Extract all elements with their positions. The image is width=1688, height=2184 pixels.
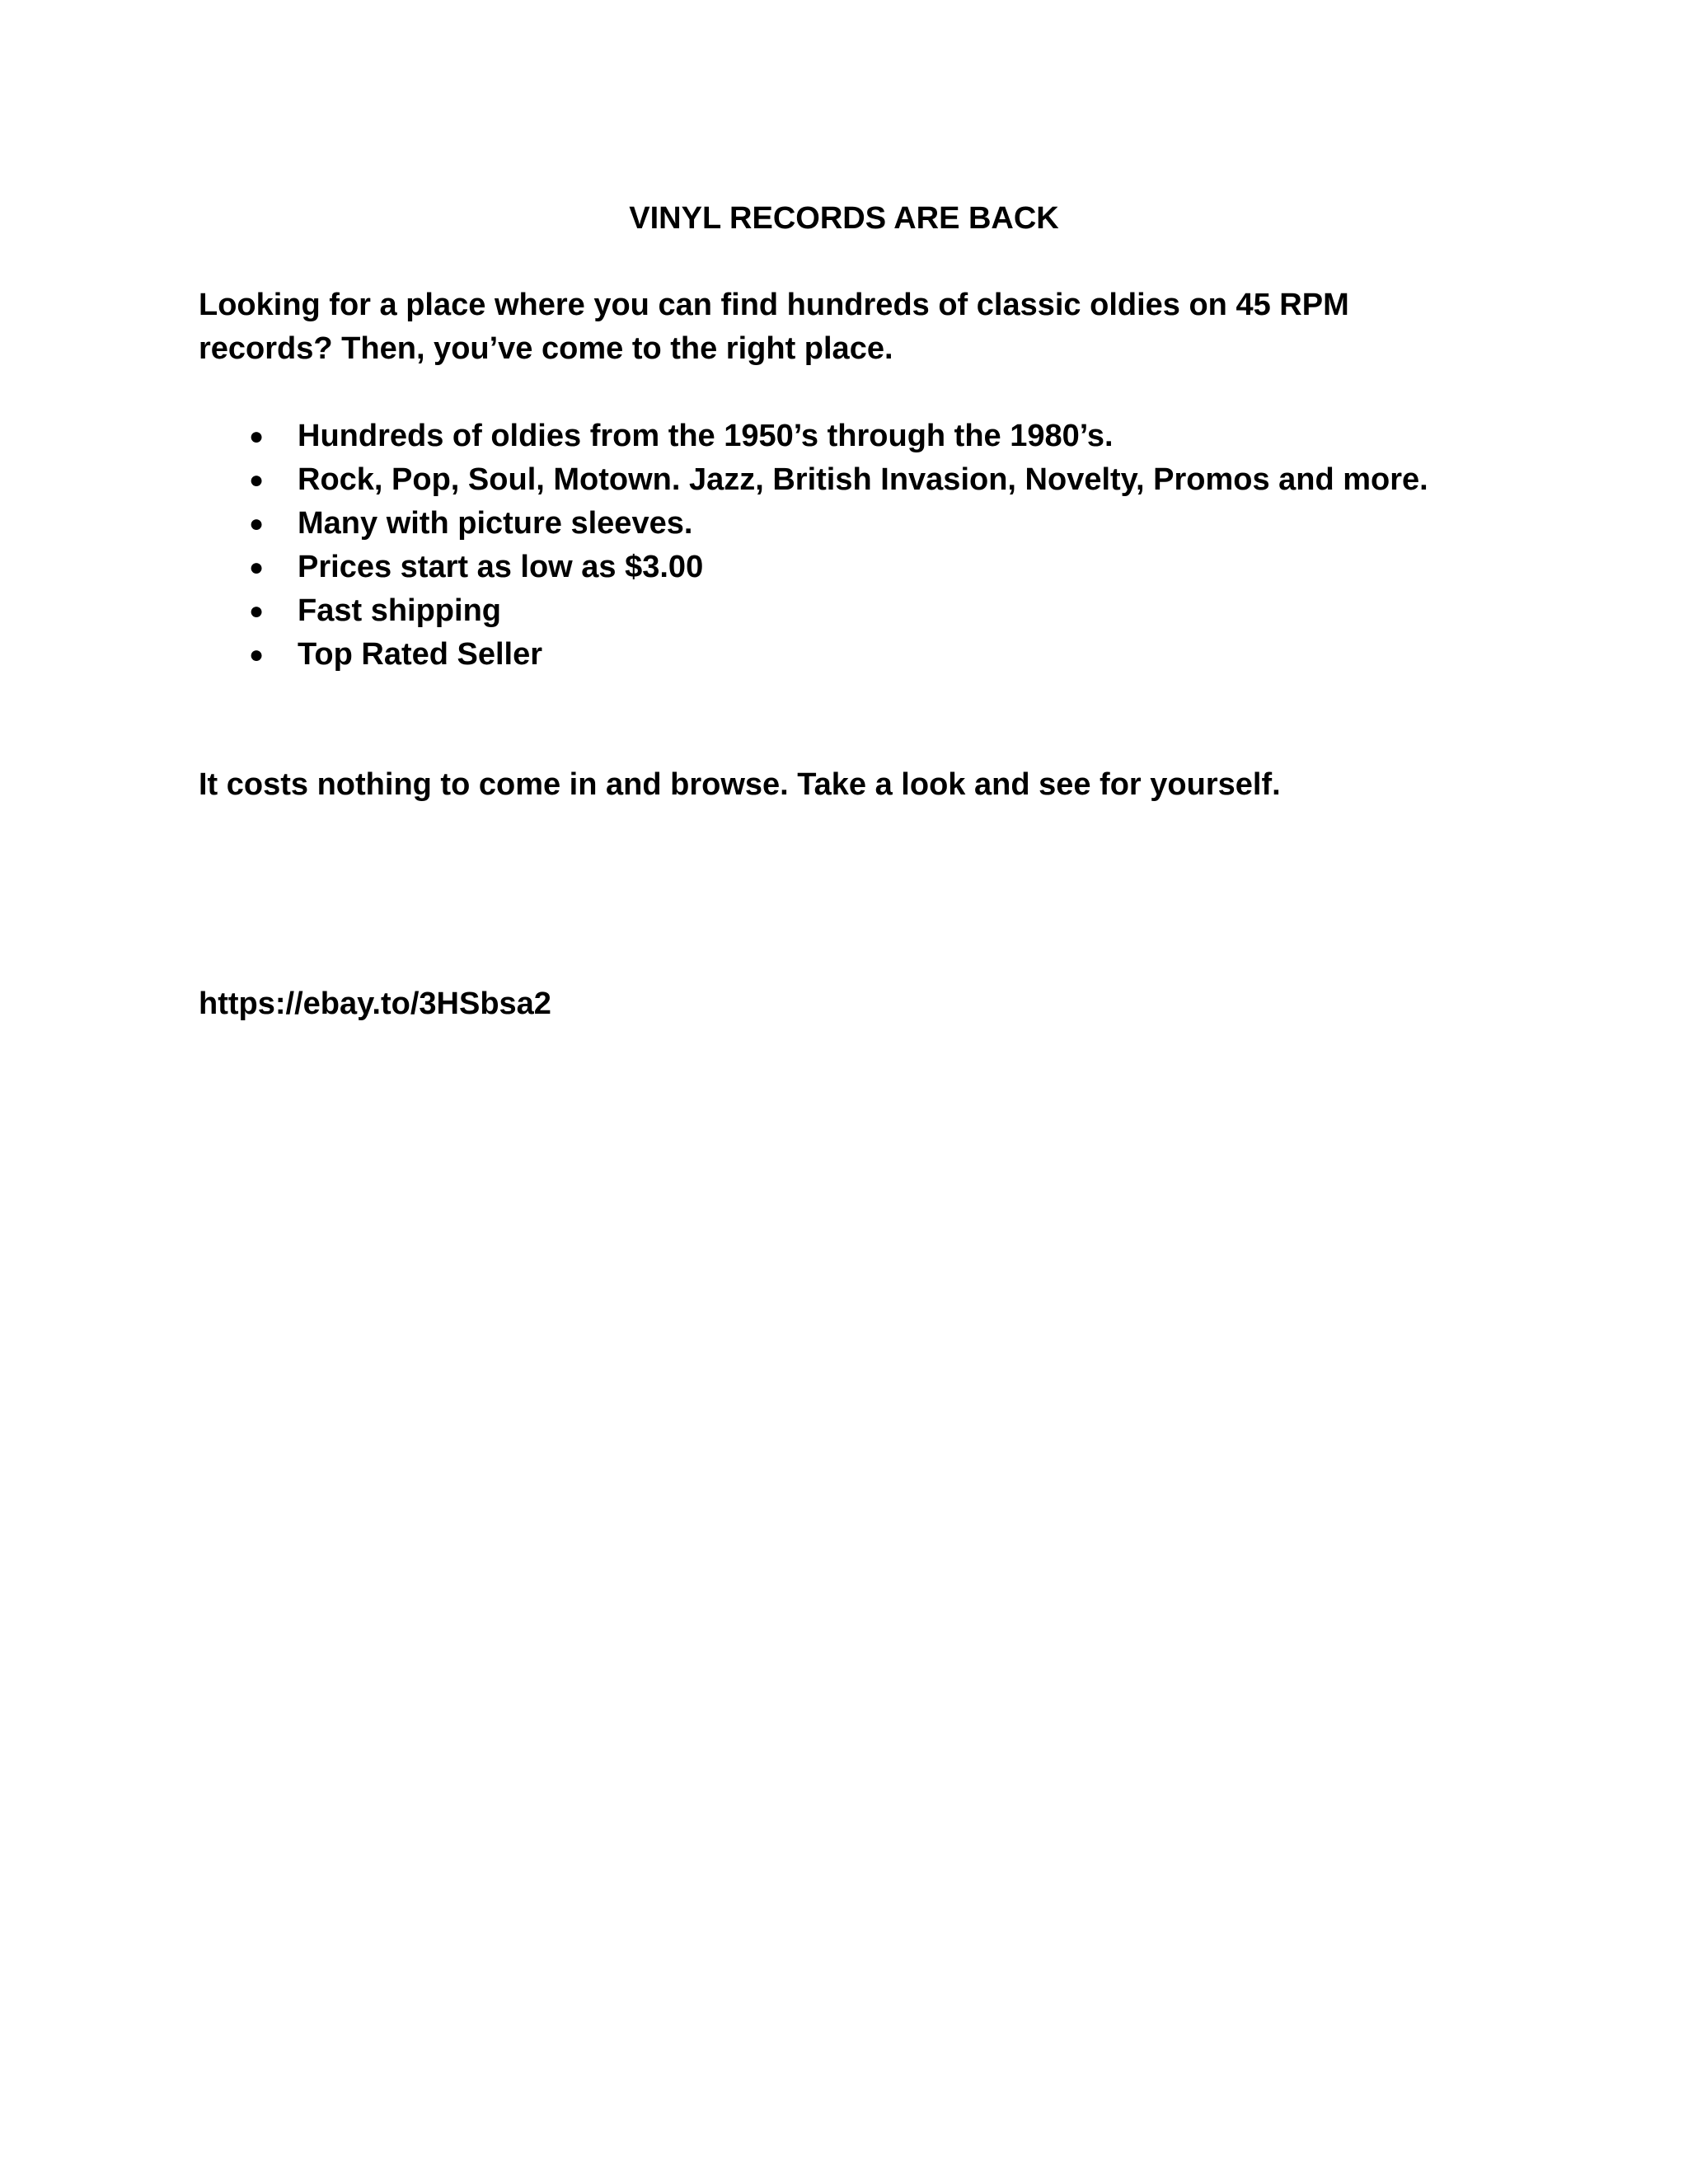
list-item <box>199 633 1451 677</box>
closing-paragraph: It costs nothing to come in and browse. Take a look and see for yourself. <box>199 767 1281 802</box>
list-item-text: Top Rated Seller <box>298 637 543 672</box>
list-item-text: Rock, Pop, Soul, Motown. Jazz, British Invasion, Novelty, Promos and more. <box>298 462 1428 497</box>
list-item <box>199 589 1451 633</box>
ebay-link[interactable]: https://ebay.to/3HSbsa2 <box>199 987 551 1021</box>
list-item <box>199 502 1451 546</box>
list-item <box>199 415 1451 458</box>
list-item-text: Hundreds of oldies from the 1950’s through the 1980’s. <box>298 419 1114 453</box>
bullet-icon: ● <box>249 598 265 625</box>
list-item <box>199 546 1451 589</box>
list-item-text: Many with picture sleeves. <box>298 506 693 541</box>
bullet-icon: ● <box>249 466 265 494</box>
bullet-icon: ● <box>249 554 265 581</box>
list-item-text: Prices start as low as $3.00 <box>298 550 704 584</box>
bullet-icon: ● <box>249 641 265 668</box>
bullet-icon: ● <box>249 510 265 537</box>
list-item-text: Fast shipping <box>298 593 501 628</box>
bullet-icon: ● <box>249 423 265 450</box>
list-item <box>199 458 1451 502</box>
intro-paragraph: Looking for a place where you can find hundreds of classic oldies on 45 RPM records? Then, you’ve come to the right place. <box>199 288 1349 366</box>
document-title: VINYL RECORDS ARE BACK <box>629 201 1059 236</box>
feature-list <box>199 415 1451 677</box>
